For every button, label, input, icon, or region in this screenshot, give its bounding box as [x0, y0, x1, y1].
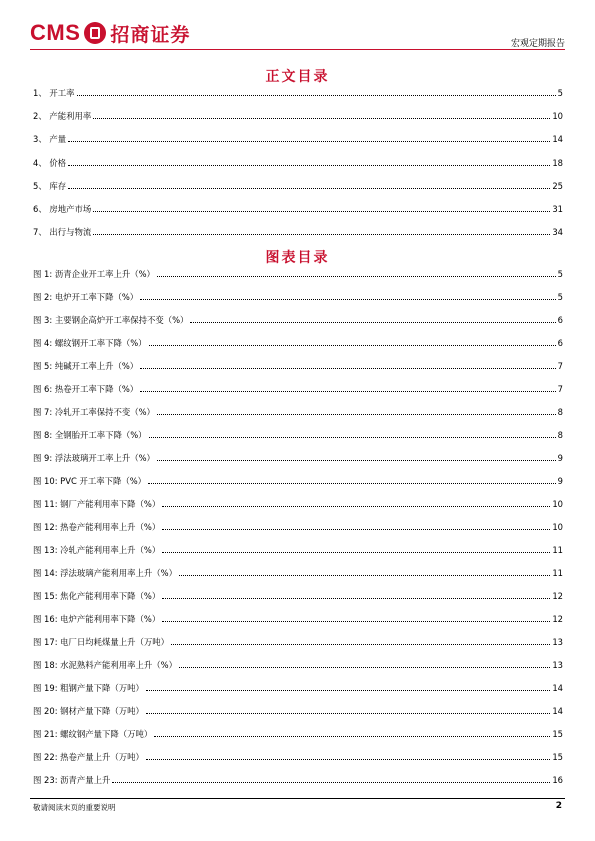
figure-entry-page: 8: [557, 407, 563, 417]
figure-entry-page: 13: [552, 660, 563, 670]
dot-leader: [162, 505, 550, 507]
figure-entry[interactable]: [33, 429, 563, 441]
dot-leader: [146, 712, 550, 714]
toc-entry[interactable]: [33, 203, 563, 215]
figure-entry-page: 15: [552, 752, 563, 762]
figure-entry[interactable]: [33, 544, 563, 556]
figure-entry[interactable]: [33, 337, 563, 349]
toc-entry[interactable]: [33, 133, 563, 145]
figure-entry[interactable]: [33, 360, 563, 372]
figure-entry-label: 图 2: 电炉开工率下降（%）: [33, 292, 139, 302]
page-number: 2: [555, 801, 562, 811]
toc-entry-label: 4、 价格: [33, 157, 67, 168]
figure-entry[interactable]: [33, 268, 563, 280]
figure-list-title: 图表目录: [265, 250, 330, 266]
toc-entry[interactable]: [33, 87, 563, 99]
dot-leader: [148, 482, 556, 484]
toc-entry[interactable]: [33, 157, 563, 169]
dot-leader: [162, 551, 550, 553]
logo-badge-icon: [84, 22, 106, 44]
toc-entry-label: 1、 开工率: [33, 88, 75, 98]
figure-entry[interactable]: [33, 498, 563, 510]
figure-entry[interactable]: [33, 636, 563, 648]
figure-entry[interactable]: [33, 613, 563, 625]
dot-leader: [162, 620, 550, 622]
figure-entry-page: 6: [557, 315, 563, 325]
figure-entry-label: 图 7: 冷轧开工率保持不变（%）: [33, 407, 155, 417]
dot-leader: [112, 781, 550, 783]
dot-leader: [149, 344, 556, 346]
figure-entry-label: 图 11: 钢厂产能利用率下降（%）: [33, 499, 161, 509]
figure-entry-page: 8: [557, 430, 563, 440]
toc-entry-page: 18: [552, 157, 563, 168]
dot-leader: [157, 275, 556, 277]
figure-entry-page: 13: [552, 637, 563, 647]
figure-entry-label: 图 12: 热卷产能利用率上升（%）: [33, 522, 161, 532]
report-type: 宏观定期报告: [510, 39, 565, 49]
figure-entry[interactable]: [33, 682, 563, 694]
figure-entry-label: 图 16: 电炉产能利用率下降（%）: [33, 614, 161, 624]
toc-entry[interactable]: [33, 226, 563, 238]
figure-entry[interactable]: [33, 383, 563, 395]
figure-entry[interactable]: [33, 751, 563, 763]
dot-leader: [140, 367, 555, 369]
figure-entry-label: 图 19: 粗钢产量下降（万吨）: [33, 683, 144, 693]
dot-leader: [171, 643, 550, 645]
toc-entry-page: 14: [552, 134, 563, 145]
dot-leader: [146, 758, 550, 760]
dot-leader: [146, 689, 550, 691]
figure-entry-label: 图 20: 钢材产量下降（万吨）: [33, 706, 144, 716]
toc-entry-page: 31: [552, 204, 563, 214]
figure-entry-page: 15: [552, 729, 563, 739]
figure-entry-page: 7: [557, 361, 563, 371]
figure-entry-page: 10: [552, 522, 563, 532]
dot-leader: [162, 528, 550, 530]
dot-leader: [162, 597, 550, 599]
figure-entry-page: 12: [552, 614, 563, 624]
dot-leader: [179, 666, 550, 668]
dot-leader: [93, 117, 550, 119]
figure-entry-label: 图 23: 沥青产量上升: [33, 775, 111, 785]
figure-entry-page: 12: [552, 591, 563, 601]
figure-entry[interactable]: [33, 452, 563, 464]
figure-entry-page: 9: [557, 476, 563, 486]
header-divider: [30, 49, 565, 50]
toc-entry[interactable]: [33, 110, 563, 122]
figure-entry[interactable]: [33, 567, 563, 579]
toc-entry[interactable]: [33, 180, 563, 192]
toc-entry-page: 5: [557, 88, 563, 98]
dot-leader: [93, 210, 550, 212]
figure-entry-page: 11: [552, 545, 563, 555]
figure-entry[interactable]: [33, 659, 563, 671]
figure-entry[interactable]: [33, 475, 563, 487]
figure-entry[interactable]: [33, 728, 563, 740]
dot-leader: [157, 413, 556, 415]
figure-entry[interactable]: [33, 406, 563, 418]
figure-entry-label: 图 17: 电厂日均耗煤量上升（万吨）: [33, 637, 170, 647]
toc-entry-label: 3、 产量: [33, 134, 67, 145]
figure-entry-label: 图 5: 纯碱开工率上升（%）: [33, 361, 139, 371]
figure-entry-page: 11: [552, 568, 563, 578]
dot-leader: [190, 321, 555, 323]
dot-leader: [179, 574, 550, 576]
figure-entry[interactable]: [33, 774, 563, 786]
figure-entry-page: 14: [552, 706, 563, 716]
toc-entry-label: 5、 库存: [33, 180, 67, 191]
footer-divider: [30, 798, 565, 799]
figure-entry[interactable]: [33, 590, 563, 602]
figure-entry-label: 图 8: 全钢胎开工率下降（%）: [33, 430, 147, 440]
figure-entry-label: 图 1: 沥青企业开工率上升（%）: [33, 269, 155, 279]
disclaimer-note: 敬请阅读末页的重要说明: [33, 803, 116, 812]
dot-leader: [149, 436, 556, 438]
figure-entry-label: 图 4: 螺纹钢开工率下降（%）: [33, 338, 147, 348]
figure-entry-label: 图 22: 热卷产量上升（万吨）: [33, 752, 144, 762]
dot-leader: [93, 233, 550, 235]
dot-leader: [157, 459, 556, 461]
toc-entry-page: 34: [552, 227, 563, 238]
figure-entry-label: 图 13: 冷轧产能利用率上升（%）: [33, 545, 161, 555]
dot-leader: [68, 187, 550, 189]
toc-entry-page: 10: [552, 111, 563, 122]
figure-entry[interactable]: [33, 314, 563, 326]
figure-entry-label: 图 18: 水泥熟料产能利用率上升（%）: [33, 660, 178, 670]
toc-title: 正文目录: [265, 69, 330, 85]
dot-leader: [77, 94, 556, 96]
dot-leader: [140, 298, 555, 300]
dot-leader: [154, 735, 550, 737]
figure-entry-page: 14: [552, 683, 563, 693]
figure-entry-label: 图 21: 螺纹钢产量下降（万吨）: [33, 729, 153, 739]
toc-entry-label: 7、 出行与物流: [33, 227, 92, 238]
figure-entry-label: 图 14: 浮法玻璃产能利用率上升（%）: [33, 568, 178, 578]
logo-cms-text: CMS: [30, 20, 81, 45]
page-header: [30, 18, 565, 50]
company-logo: [30, 18, 190, 48]
figure-entry-label: 图 9: 浮法玻璃开工率上升（%）: [33, 453, 155, 463]
figure-entry-label: 图 10: PVC 开工率下降（%）: [33, 476, 147, 486]
toc-entry-label: 6、 房地产市场: [33, 204, 92, 214]
dot-leader: [140, 390, 555, 392]
dot-leader: [68, 164, 550, 166]
figure-entry-label: 图 6: 热卷开工率下降（%）: [33, 384, 139, 394]
toc-entry-label: 2、 产能利用率: [33, 111, 92, 122]
dot-leader: [68, 140, 550, 142]
figure-entry[interactable]: [33, 521, 563, 533]
figure-entry-page: 10: [552, 499, 563, 509]
figure-entry-page: 16: [552, 775, 563, 785]
logo-company-name: 招商证券: [110, 23, 191, 46]
figure-entry-page: 5: [557, 269, 563, 279]
figure-entry-page: 5: [557, 292, 563, 302]
toc-entry-page: 25: [552, 180, 563, 191]
figure-entry-page: 9: [557, 453, 563, 463]
figure-entry[interactable]: [33, 291, 563, 303]
figure-entry-label: 图 3: 主要钢企高炉开工率保持不变（%）: [33, 315, 189, 325]
figure-entry[interactable]: [33, 705, 563, 717]
figure-entry-label: 图 15: 焦化产能利用率下降（%）: [33, 591, 161, 601]
figure-entry-page: 7: [557, 384, 563, 394]
figure-entry-page: 6: [557, 338, 563, 348]
